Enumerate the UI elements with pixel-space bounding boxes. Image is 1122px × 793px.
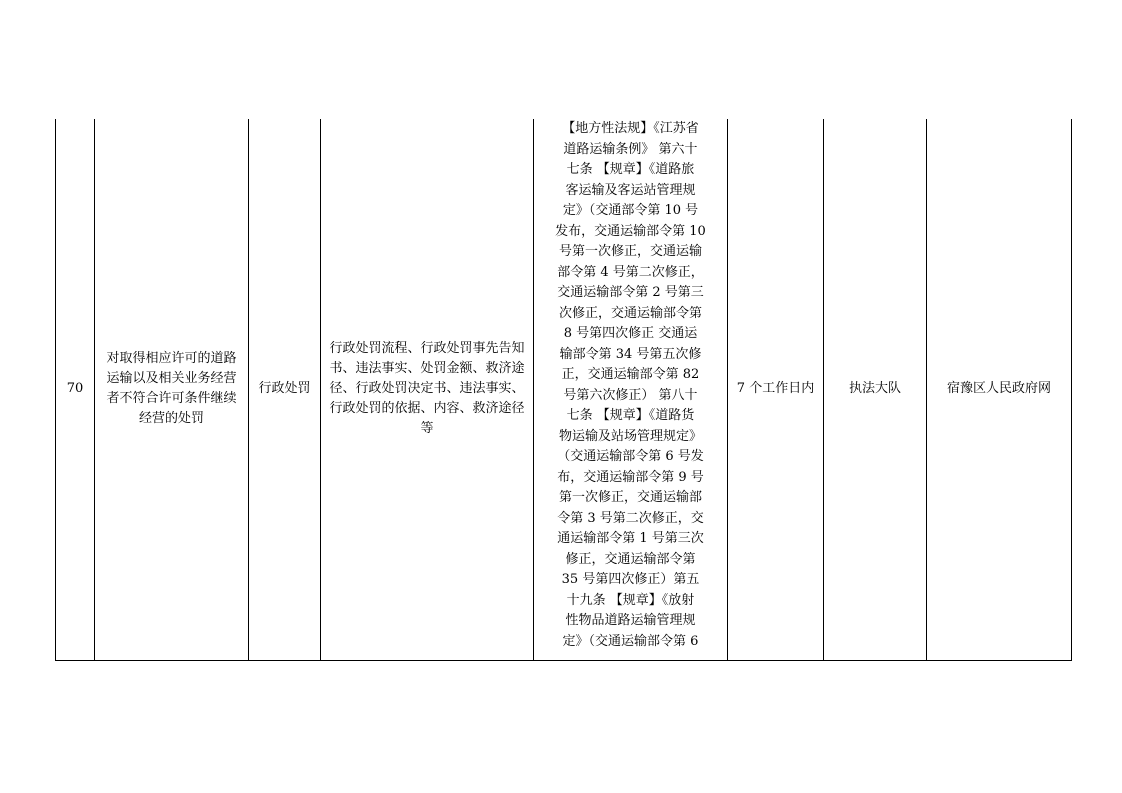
legal-basis-line: 性物品道路运输管理规: [565, 613, 696, 628]
legal-basis-line: 发布，交通运输部令第 10: [555, 223, 706, 239]
category: 行政处罚: [249, 119, 321, 660]
legal-basis-line: 号第六次修正） 第八十: [563, 387, 698, 403]
legal-basis-line: 客运输及客运站管理规: [565, 182, 696, 198]
disclosure-table: [55, 119, 1072, 661]
legal-basis-line: 交通运输部令第 2 号第三: [557, 285, 704, 300]
row-number: 70: [56, 119, 95, 660]
legal-basis: [534, 119, 728, 660]
time-limit: 7 个工作日内: [728, 119, 824, 660]
legal-basis-line: 【地方性法规】《江苏省: [562, 121, 699, 136]
legal-basis-line: 35 号第四次修正）第五: [561, 572, 700, 587]
legal-basis-line: 道路运输条例》 第六十: [563, 141, 698, 157]
legal-basis-line: 令第 3 号第二次修正，交: [557, 510, 704, 526]
legal-basis-line: 物运输及站场管理规定》: [558, 428, 702, 444]
legal-basis-line: 号第一次修正，交通运输: [558, 244, 702, 259]
legal-basis-line: 七条 【规章】《道路旅: [566, 162, 695, 177]
legal-basis-line: （交通运输部令第 6 号发: [557, 449, 704, 464]
legal-basis-line: 修正，交通运输部令第: [565, 551, 696, 567]
legal-basis-line: 输部令第 34 号第五次修: [559, 346, 702, 362]
legal-basis-line: 第一次修正，交通运输部: [558, 490, 702, 505]
legal-basis-line: 七条 【规章】《道路货: [566, 408, 695, 423]
department: 执法大队: [824, 119, 927, 660]
item-name: 对取得相应许可的道路运输以及相关业务经营者不符合许可条件继续经营的处罚: [95, 119, 249, 660]
disclosure-channel: 宿豫区人民政府网: [927, 119, 1072, 660]
legal-basis-line: 定》（交通部令第 10 号: [562, 203, 699, 218]
disclosure-content: 行政处罚流程、行政处罚事先告知书、违法事实、处罚金额、救济途径、行政处罚决定书、违法事实、行政处罚的依据、内容、救济途径等: [321, 119, 534, 660]
legal-basis-line: 通运输部令第 1 号第三次: [557, 531, 704, 546]
legal-basis-line: 次修正，交通运输部令第: [558, 305, 702, 321]
table-row: [56, 119, 1072, 660]
legal-basis-line: 8 号第四次修正 交通运: [563, 326, 698, 341]
legal-basis-line: 布，交通运输部令第 9 号: [557, 469, 704, 485]
legal-basis-line: 定》（交通运输部令第 6: [562, 633, 699, 649]
legal-basis-line: 正，交通运输部令第 82: [561, 367, 700, 382]
legal-basis-line: 部令第 4 号第二次修正，: [557, 264, 704, 280]
legal-basis-line: 十九条 【规章】《放射: [566, 592, 695, 608]
